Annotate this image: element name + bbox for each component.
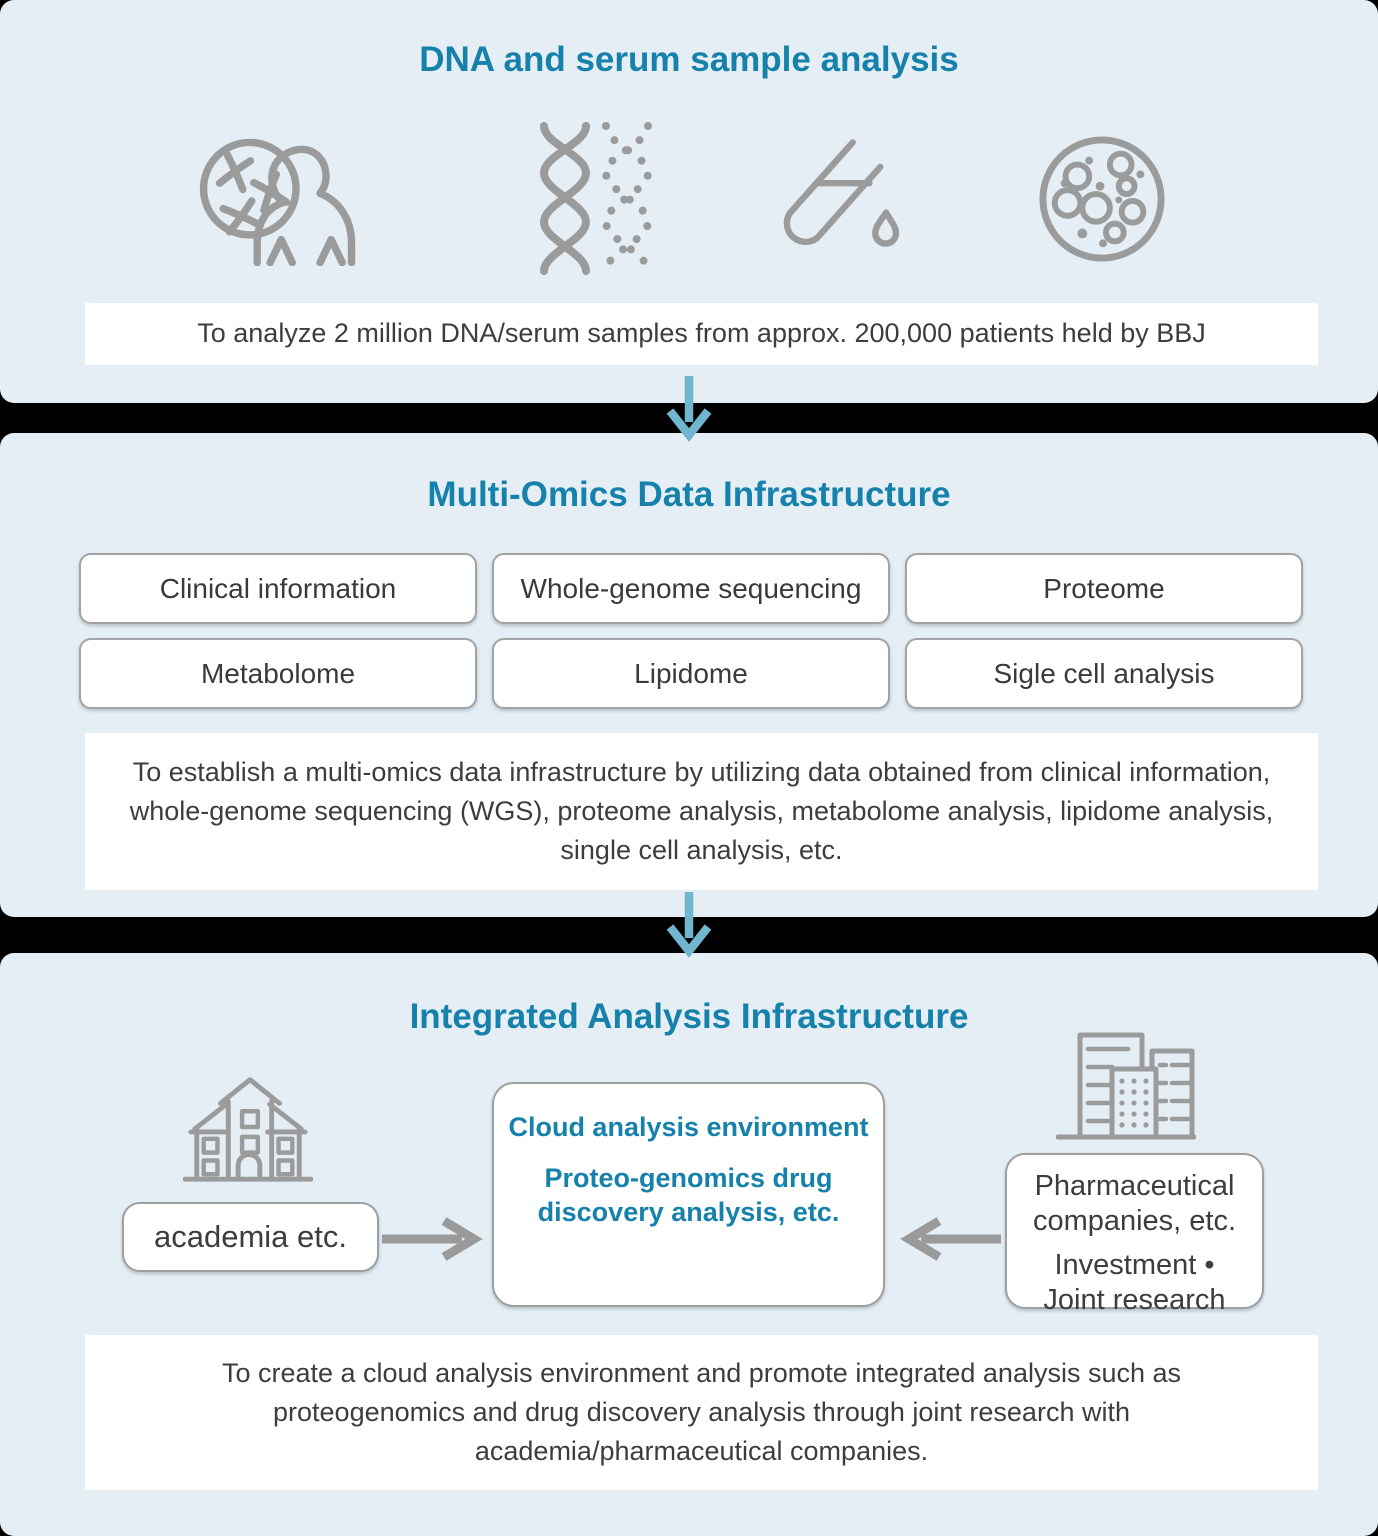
academia-building-icon	[183, 1071, 313, 1183]
test-tube-icon	[776, 136, 900, 248]
omics-box-lipidome	[492, 638, 890, 709]
section-dna-serum	[0, 0, 1378, 403]
section-integrated-analysis	[0, 953, 1378, 1536]
section1-caption	[85, 303, 1318, 365]
cloud-env-label: Cloud analysis environment	[508, 1112, 869, 1142]
omics-box-proteome	[905, 553, 1303, 624]
omics-box-label: Metabolome	[200, 657, 356, 689]
cell-culture-dish-icon	[1038, 134, 1166, 264]
pharma-buildings-icon	[1056, 1026, 1196, 1141]
joint-research-label: Joint research	[1043, 1284, 1226, 1317]
right-arrow-icon	[380, 1217, 484, 1261]
section2-caption-text: To establish a multi-omics data infrastructure by utilizing data obtained from clinical information, whole-genome sequencing (WGS), proteome analysis, metabolome analysis, lipidome analysis, single cell analysis, etc.	[129, 756, 1274, 866]
cloud-analysis-box	[492, 1082, 885, 1307]
omics-box-label: Proteome	[1043, 572, 1165, 604]
down-arrow-icon	[664, 374, 714, 444]
omics-box-label: Sigle cell analysis	[993, 657, 1215, 689]
section3-caption-text: To create a cloud analysis environment and promote integrated analysis such as proteogenomics and drug discovery analysis through joint research with academia/pharmaceutical companies.	[221, 1357, 1182, 1467]
section-multi-omics	[0, 433, 1378, 917]
down-arrow-icon	[664, 890, 714, 960]
pharma-companies-label: Pharmaceutical companies, etc.	[1032, 1170, 1237, 1238]
section2-title: Multi-Omics Data Infrastructure	[427, 475, 951, 514]
academia-box	[122, 1202, 379, 1272]
patient-chromosome-icon	[198, 128, 370, 266]
proteo-genomics-label: Proteo-genomics drug discovery analysis, etc.	[537, 1162, 840, 1228]
dna-helix-icon	[536, 121, 658, 277]
left-arrow-icon	[899, 1217, 1003, 1261]
investment-label: Investment •	[1054, 1248, 1215, 1281]
section1-caption-text: To analyze 2 million DNA/serum samples from approx. 200,000 patients held by BBJ	[197, 318, 1206, 349]
section3-title: Integrated Analysis Infrastructure	[409, 997, 969, 1036]
section3-caption	[85, 1335, 1318, 1490]
omics-box-label: Whole-genome sequencing	[520, 572, 862, 604]
omics-box-metabolome	[79, 638, 477, 709]
pharma-companies-box	[1005, 1153, 1264, 1317]
omics-box-label: Lipidome	[634, 657, 748, 689]
section2-caption	[85, 733, 1318, 890]
section1-title: DNA and serum sample analysis	[419, 40, 959, 79]
academia-label: academia etc.	[154, 1219, 347, 1254]
omics-box-clinical	[79, 553, 477, 624]
omics-box-wgs	[492, 553, 890, 624]
omics-box-label: Clinical information	[159, 572, 397, 604]
omics-box-single-cell	[905, 638, 1303, 709]
